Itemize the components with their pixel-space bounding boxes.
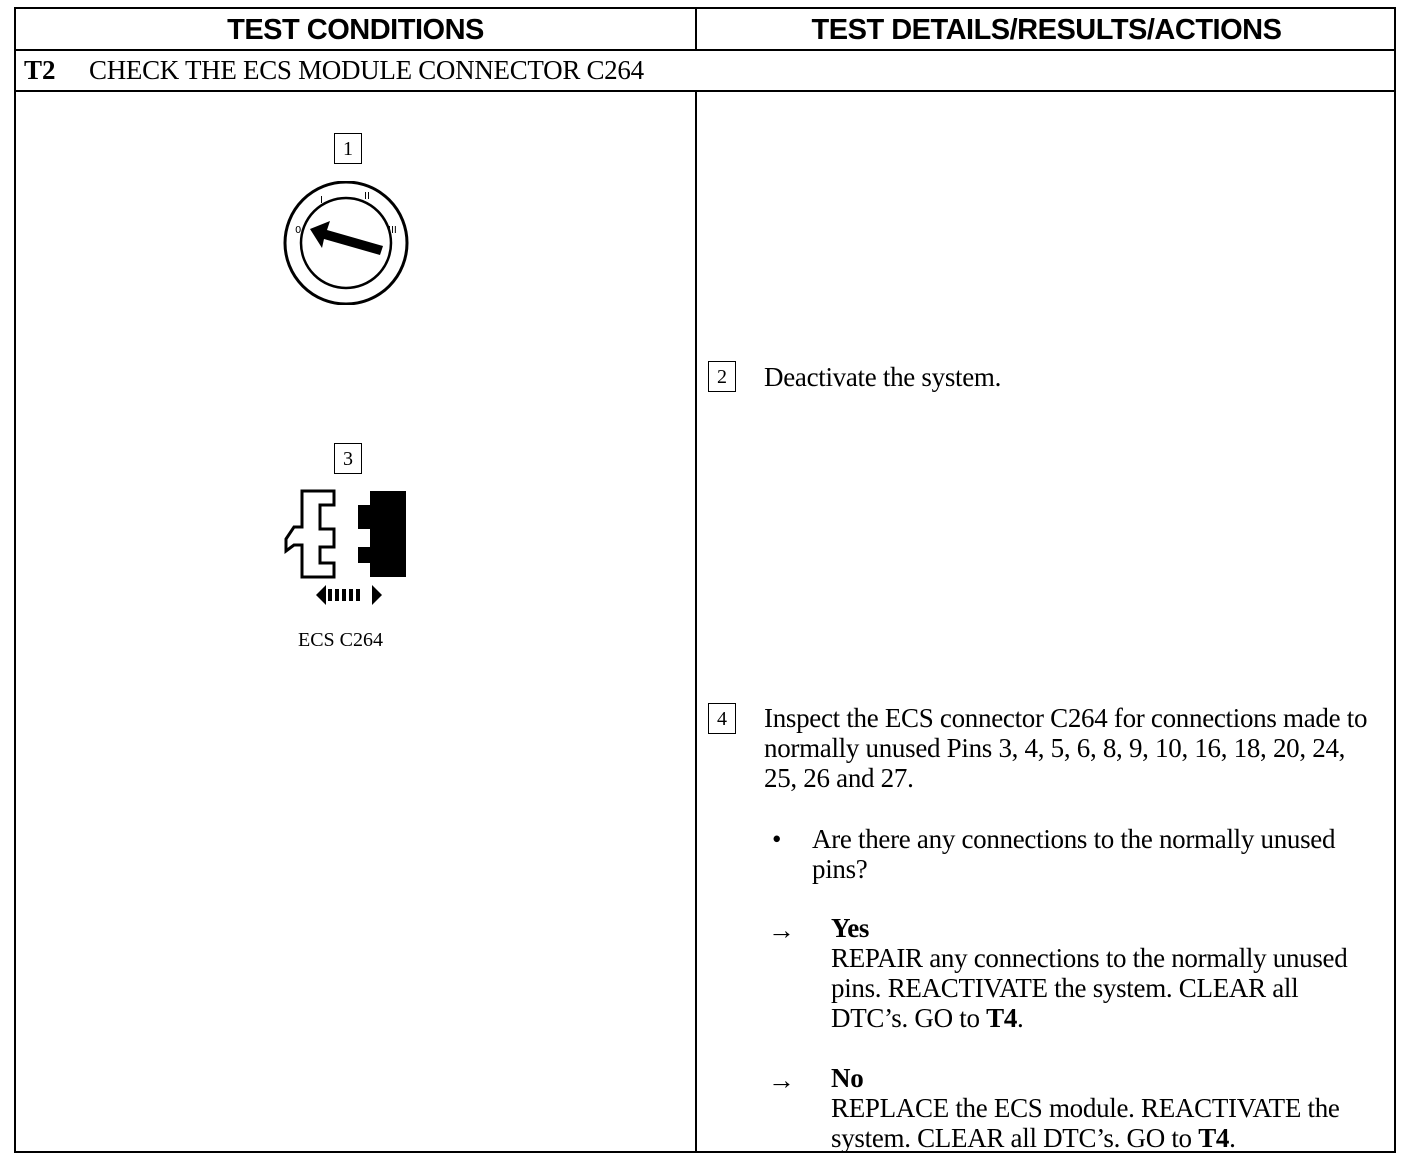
question-bullet: • bbox=[772, 824, 782, 854]
ignition-switch-icon bbox=[282, 181, 410, 305]
no-arrow: → bbox=[768, 1065, 795, 1095]
no-action: REPLACE the ECS module. REACTIVATE the system. CLEAR all DTC’s. GO to bbox=[831, 1093, 1340, 1153]
table-header-row bbox=[16, 9, 1394, 51]
column-divider bbox=[695, 92, 697, 1153]
svg-text:III: III bbox=[388, 225, 397, 236]
no-period: . bbox=[1229, 1123, 1236, 1153]
step-4-box: 4 bbox=[708, 703, 736, 734]
test-table bbox=[14, 7, 1396, 1153]
test-title-row bbox=[16, 51, 1394, 92]
question-text: Are there any connections to the normally unused pins? bbox=[812, 824, 1336, 884]
svg-text:0: 0 bbox=[295, 225, 302, 236]
yes-action: REPAIR any connections to the normally unused pins. REACTIVATE the system. CLEAR all DTC’s. GO to bbox=[831, 943, 1348, 1033]
no-result bbox=[831, 1063, 1376, 1153]
step-2-text: Deactivate the system. bbox=[764, 362, 1002, 392]
yes-period: . bbox=[1017, 1003, 1024, 1033]
header-test-conditions: TEST CONDITIONS bbox=[227, 14, 484, 46]
step-2-box: 2 bbox=[708, 361, 736, 392]
svg-text:II: II bbox=[364, 191, 370, 202]
connector-caption: ECS C264 bbox=[298, 629, 384, 651]
yes-arrow: → bbox=[768, 915, 795, 945]
header-divider bbox=[695, 9, 697, 51]
yes-goto: T4 bbox=[986, 1003, 1018, 1033]
svg-text:I: I bbox=[320, 195, 323, 206]
header-test-details: TEST DETAILS/RESULTS/ACTIONS bbox=[811, 14, 1282, 46]
test-id: T2 bbox=[24, 55, 56, 85]
connector-disconnect-icon bbox=[282, 489, 412, 609]
no-label: No bbox=[831, 1063, 864, 1093]
step-1-box: 1 bbox=[334, 133, 362, 164]
test-title: CHECK THE ECS MODULE CONNECTOR C264 bbox=[89, 55, 644, 85]
step-4-text: Inspect the ECS connector C264 for connections made to normally unused Pins 3, 4, 5, 6, 8, 9, 10, 16, 18, 20, 24, 25, 26 and 27. bbox=[764, 703, 1368, 793]
no-goto: T4 bbox=[1198, 1123, 1230, 1153]
yes-label: Yes bbox=[831, 913, 870, 943]
yes-result bbox=[831, 913, 1376, 1033]
step-3-box: 3 bbox=[334, 443, 362, 474]
